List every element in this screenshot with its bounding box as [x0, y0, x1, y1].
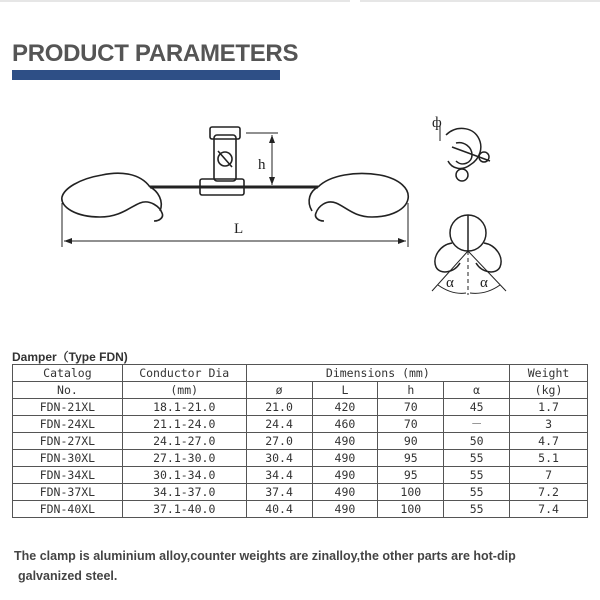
- table-cell: 30.4: [246, 450, 312, 467]
- header-h: h: [378, 382, 444, 399]
- table-row: [13, 399, 588, 416]
- table-row: [13, 501, 588, 518]
- table-cell: 100: [378, 501, 444, 518]
- table-cell: 70: [378, 416, 444, 433]
- angle-view: [432, 215, 506, 295]
- table-row: [13, 416, 588, 433]
- damper-drawing: [0, 95, 600, 345]
- table-cell: FDN-24XL: [13, 416, 123, 433]
- table-cell: 490: [312, 450, 378, 467]
- header-weight: Weight: [510, 365, 588, 382]
- note-line-1: The clamp is aluminium alloy,counter weights are zinalloy,the other parts are hot-dip: [14, 549, 516, 563]
- table-cell: 7.4: [510, 501, 588, 518]
- table-cell: 7: [510, 467, 588, 484]
- length-label: L: [234, 221, 244, 237]
- table-caption: Damper（Type FDN): [12, 350, 128, 364]
- table-cell: FDN-21XL: [13, 399, 123, 416]
- table-cell: 21.0: [246, 399, 312, 416]
- table-cell: 34.4: [246, 467, 312, 484]
- table-cell: 50: [444, 433, 510, 450]
- table-header-row: [13, 365, 588, 382]
- table-cell: 34.1-37.0: [122, 484, 246, 501]
- table-cell: 4.7: [510, 433, 588, 450]
- table-row: [13, 467, 588, 484]
- table-cell: 24.1-27.0: [122, 433, 246, 450]
- table-cell: FDN-40XL: [13, 501, 123, 518]
- table-cell: 37.4: [246, 484, 312, 501]
- table-row: [13, 450, 588, 467]
- table-cell: 490: [312, 484, 378, 501]
- table-row: [13, 433, 588, 450]
- header-phi: ø: [246, 382, 312, 399]
- table-cell: 55: [444, 467, 510, 484]
- table-cell: FDN-37XL: [13, 484, 123, 501]
- clamp-side-view: [440, 125, 490, 181]
- table-cell: 27.1-30.0: [122, 450, 246, 467]
- top-divider: [0, 0, 600, 10]
- table-cell: 45: [444, 399, 510, 416]
- table-cell: FDN-34XL: [13, 467, 123, 484]
- table-cell: FDN-27XL: [13, 433, 123, 450]
- table-cell: FDN-30XL: [13, 450, 123, 467]
- header-conductor: Conductor Dia: [122, 365, 246, 382]
- table-cell: 7.2: [510, 484, 588, 501]
- table-cell: 30.1-34.0: [122, 467, 246, 484]
- header-dimensions: Dimensions (mm): [246, 365, 509, 382]
- table-cell: 24.4: [246, 416, 312, 433]
- table-cell: 55: [444, 450, 510, 467]
- table-cell: 5.1: [510, 450, 588, 467]
- table-cell: 55: [444, 484, 510, 501]
- table-cell: 95: [378, 450, 444, 467]
- title-underline: [12, 70, 280, 80]
- height-label: h: [258, 157, 266, 173]
- header-catalog: Catalog: [13, 365, 123, 382]
- table-cell: 1.7: [510, 399, 588, 416]
- table-cell: 55: [444, 501, 510, 518]
- header-alpha: α: [444, 382, 510, 399]
- page-title: PRODUCT PARAMETERS: [12, 40, 299, 67]
- header-kg: (kg): [510, 382, 588, 399]
- table-cell: 3: [510, 416, 588, 433]
- table-cell: 490: [312, 433, 378, 450]
- table-row: [13, 484, 588, 501]
- table-cell: 100: [378, 484, 444, 501]
- table-cell: 18.1-21.0: [122, 399, 246, 416]
- table-cell: 95: [378, 467, 444, 484]
- table-cell: 37.1-40.0: [122, 501, 246, 518]
- table-cell: 420: [312, 399, 378, 416]
- material-note: [14, 546, 590, 586]
- header-mm: (mm): [122, 382, 246, 399]
- angle-right-label: α: [480, 275, 488, 291]
- right-counterweight: [315, 174, 408, 222]
- note-line-2: galvanized steel.: [18, 569, 118, 583]
- spec-table: [12, 364, 588, 518]
- table-cell: 90: [378, 433, 444, 450]
- header-l: L: [312, 382, 378, 399]
- table-cell: 490: [312, 501, 378, 518]
- table-cell: 490: [312, 467, 378, 484]
- table-cell: 460: [312, 416, 378, 433]
- table-subheader-row: [13, 382, 588, 399]
- header-no: No.: [13, 382, 123, 399]
- angle-left-label: α: [446, 275, 454, 291]
- table-cell: －: [444, 416, 510, 433]
- table-cell: 21.1-24.0: [122, 416, 246, 433]
- left-counterweight: [62, 173, 163, 221]
- table-cell: 40.4: [246, 501, 312, 518]
- table-cell: 70: [378, 399, 444, 416]
- diameter-label: ф: [432, 115, 442, 131]
- table-cell: 27.0: [246, 433, 312, 450]
